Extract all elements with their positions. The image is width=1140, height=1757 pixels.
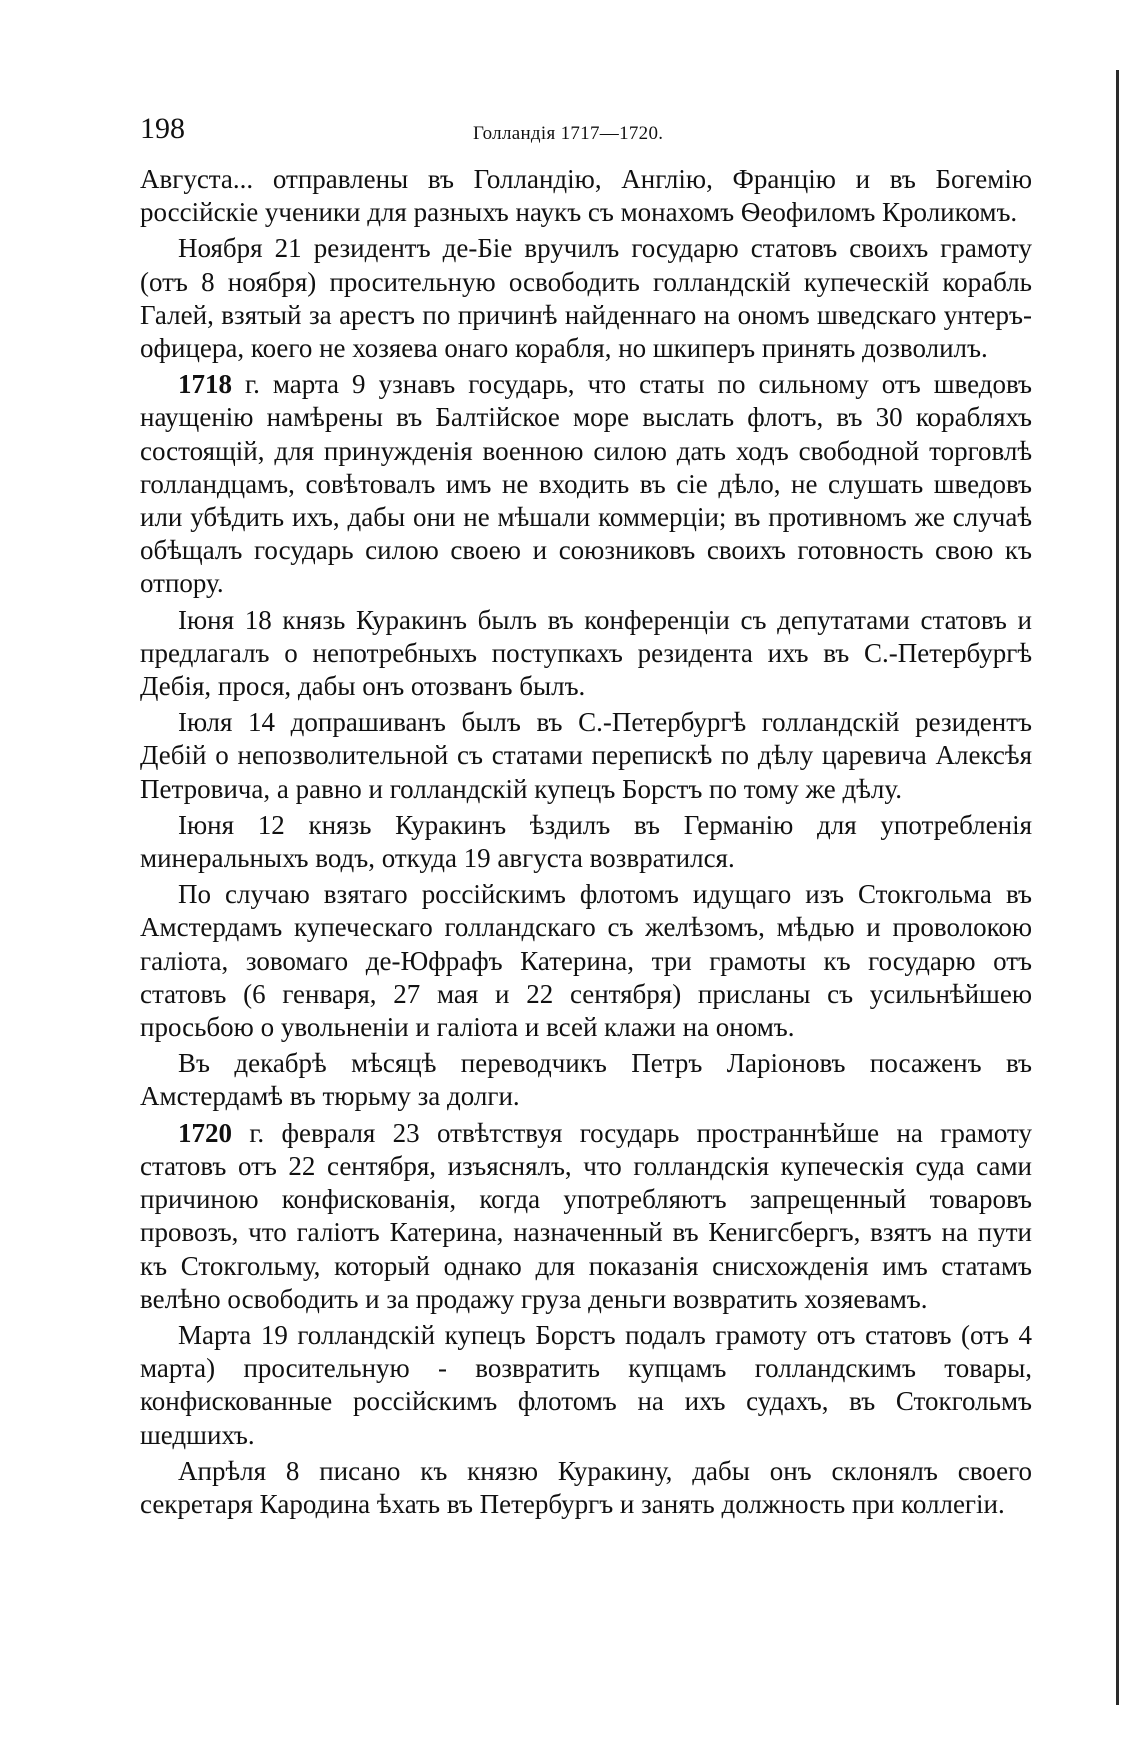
paragraph-text: г. марта 9 узнавъ государь, что статы по сильному отъ шведовъ наущенію намѣрены въ Балтійское море выслать флотъ, въ 30 корабляхъ состоящій, для принужденія военною силою дать ходъ свободной торговлѣ голландцамъ, совѣтовалъ имъ не входить въ сіе дѣло, не слушать шведовъ или убѣдить ихъ, дабы они не мѣшали коммерціи; въ противномъ же случаѣ обѣщалъ государь силою своею и союзниковъ своихъ готовность свою къ отпору. bbox=[140, 369, 1032, 599]
running-head: Голландія 1717—1720. bbox=[473, 123, 664, 144]
paragraph bbox=[140, 1455, 1032, 1521]
paragraph-text: По случаю взятаго россійскимъ флотомъ идущаго изъ Стокгольма въ Амстердамъ купеческаго голландскаго съ желѣзомъ, мѣдью и проволокою галіота, зовомаго де-Юфрафъ Катерина, три грамоты къ государю отъ статовъ (6 генваря, 27 мая и 22 сентября) присланы съ усильнѣйшею просьбою о увольненіи и галіота и всей клажи на ономъ. bbox=[140, 879, 1032, 1043]
paragraph bbox=[140, 1117, 1032, 1316]
page-edge-line bbox=[1116, 70, 1119, 1705]
paragraph-text: Августа... отправлены въ Голландію, Англію, Францію и въ Богемію россійскіе ученики для разныхъ наукъ съ монахомъ Ѳеофиломъ Кроликомъ. bbox=[140, 164, 1032, 228]
paragraph bbox=[140, 1047, 1032, 1113]
paragraph-text: г. февраля 23 отвѣтствуя государь пространнѣйше на грамоту статовъ отъ 22 сентября, изъяснялъ, что голландскія купеческія суда сами причиною конфискованія, когда употребляютъ запрещенный товаровъ провозъ, что галіотъ Катерина, назначенный въ Кенигсбергъ, взятъ на пути къ Стокгольму, который однако для показанія снисхожденія имъ статамъ велѣно освободить и за продажу груза деньги возвратить хозяевамъ. bbox=[140, 1117, 1032, 1314]
paragraph bbox=[140, 163, 1032, 229]
paragraph-text: Апрѣля 8 писано къ князю Куракину, дабы онъ склонялъ своего секретаря Кародина ѣхать въ Петербургъ и занять должность при коллегіи. bbox=[140, 1455, 1032, 1519]
paragraph bbox=[140, 706, 1032, 806]
paragraph bbox=[140, 878, 1032, 1044]
paragraph bbox=[140, 1319, 1032, 1452]
paragraph bbox=[140, 604, 1032, 704]
paragraph-text: Іюня 18 князь Куракинъ былъ въ конференціи съ депутатами статовъ и предлагалъ о непотребныхъ поступкахъ резидента ихъ въ С.-Петербургѣ Дебія, прося, дабы онъ отозванъ былъ. bbox=[140, 604, 1032, 702]
paragraph bbox=[140, 809, 1032, 875]
year-label: 1718 bbox=[178, 369, 232, 400]
paragraph-text: Ноября 21 резидентъ де-Біе вручилъ государю статовъ своихъ грамоту (отъ 8 ноября) просительную освободить голландскій купеческій корабль Галей, взятый за арестъ по причинѣ найденнаго на ономъ шведскаго унтеръ-офицера, коего не хозяева онаго корабля, но шкиперъ принять дозволилъ. bbox=[140, 233, 1032, 364]
paragraph-text: Іюля 14 допрашиванъ былъ въ С.-Петербургѣ голландскій резидентъ Дебій о непозволительной съ статами перепискѣ по дѣлу царевича Алексѣя Петровича, а равно и голландскій купецъ Борстъ по тому же дѣлу. bbox=[140, 707, 1032, 804]
page-header bbox=[140, 112, 1030, 152]
body-text bbox=[140, 163, 1032, 1521]
page-number: 198 bbox=[140, 112, 185, 145]
paragraph-text: Въ декабрѣ мѣсяцѣ переводчикъ Петръ Ларіоновъ посаженъ въ Амстердамѣ въ тюрьму за долги. bbox=[140, 1048, 1032, 1112]
paragraph bbox=[140, 232, 1032, 365]
paragraph-text: Іюня 12 князь Куракинъ ѣздилъ въ Германію для употребленія минеральныхъ водъ, откуда 19 августа возвратился. bbox=[140, 809, 1032, 874]
paragraph bbox=[140, 368, 1032, 600]
paragraph-text: Марта 19 голландскій купецъ Борстъ подалъ грамоту отъ статовъ (отъ 4 марта) просительную - возвратить купцамъ голландскимъ товары, конфискованные россійскимъ флотомъ на ихъ судахъ, въ Стокгольмъ шедшихъ. bbox=[140, 1319, 1032, 1450]
year-label: 1720 bbox=[178, 1117, 232, 1148]
